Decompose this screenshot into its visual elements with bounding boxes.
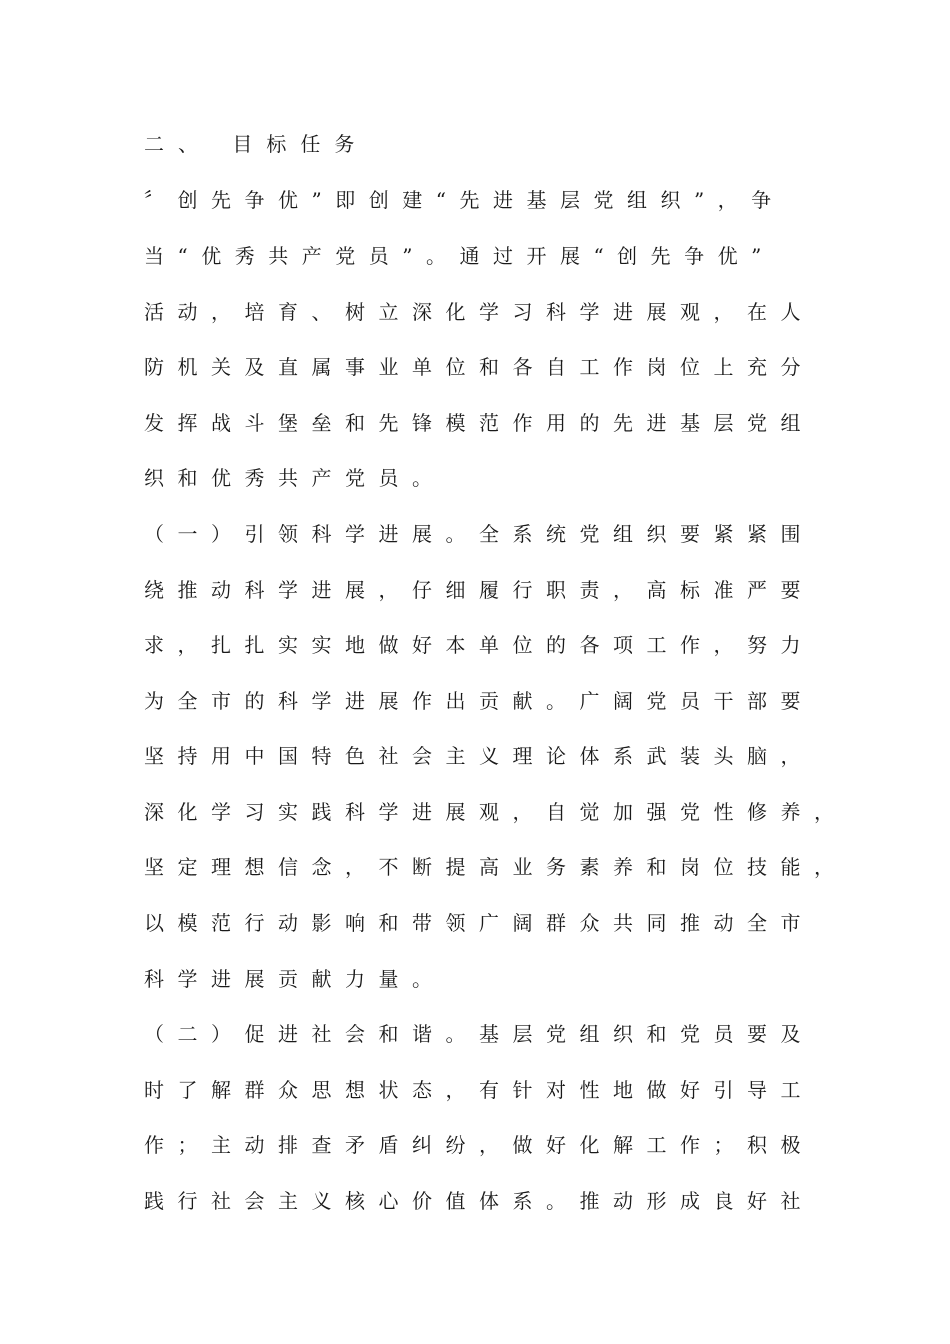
- section-heading: 二、 目标任务: [144, 132, 369, 156]
- paragraph-line: 求，扎扎实实地做好本单位的各项工作，努力: [144, 633, 814, 657]
- paragraph-line: 织和优秀共产党员。: [144, 466, 446, 490]
- paragraph-line: 〞创先争优”即创建“先进基层党组织”，争: [144, 188, 785, 212]
- paragraph-line: （一）引领科学进展。全系统党组织要紧紧围: [144, 522, 814, 546]
- paragraph-line: 时了解群众思想状态，有针对性地做好引导工: [144, 1078, 814, 1102]
- paragraph-line: 科学进展贡献力量。: [144, 967, 446, 991]
- paragraph-line: 以模范行动影响和带领广阔群众共同推动全市: [144, 911, 814, 935]
- paragraph-line: 深化学习实践科学进展观，自觉加强党性修养，: [144, 800, 848, 824]
- paragraph-line: 防机关及直属事业单位和各自工作岗位上充分: [144, 355, 814, 379]
- paragraph-line: 活动，培育、树立深化学习科学进展观，在人: [144, 300, 814, 324]
- paragraph-line: 坚定理想信念，不断提高业务素养和岗位技能，: [144, 855, 848, 879]
- paragraph-line: 践行社会主义核心价值体系。推动形成良好社: [144, 1189, 814, 1213]
- paragraph-line: 当“优秀共产党员”。通过开展“创先争优”: [144, 244, 775, 268]
- paragraph-line: 坚持用中国特色社会主义理论体系武装头脑，: [144, 744, 814, 768]
- paragraph-line: 作；主动排查矛盾纠纷，做好化解工作；积极: [144, 1133, 814, 1157]
- paragraph-line: 绕推动科学进展，仔细履行职责，高标准严要: [144, 578, 814, 602]
- paragraph-line: 为全市的科学进展作出贡献。广阔党员干部要: [144, 689, 814, 713]
- paragraph-line: 发挥战斗堡垒和先锋模范作用的先进基层党组: [144, 411, 814, 435]
- paragraph-line: （二）促进社会和谐。基层党组织和党员要及: [144, 1022, 814, 1046]
